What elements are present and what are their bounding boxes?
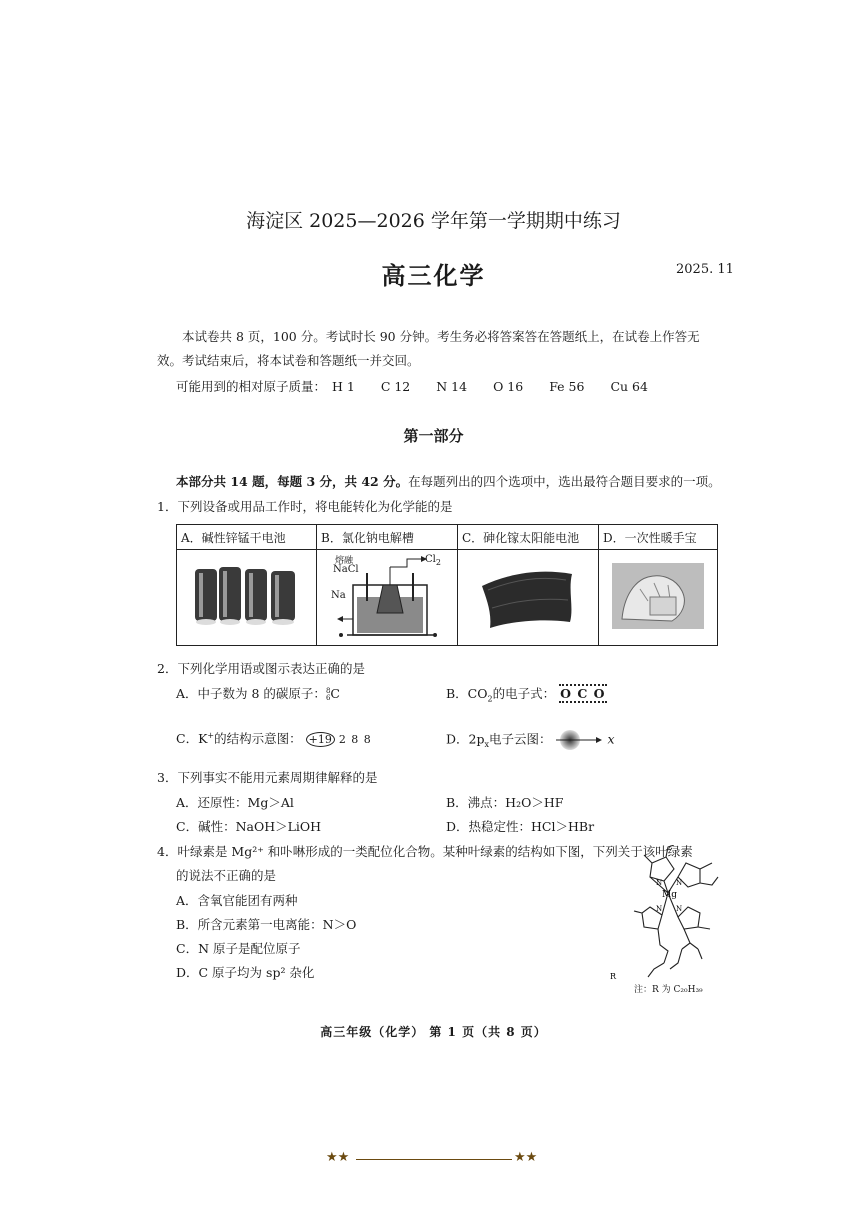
q1-image-solar	[458, 550, 599, 646]
page-footer: 高三年级（化学） 第 1 页（共 8 页）	[320, 1025, 547, 1039]
mol-r-label: R	[610, 972, 617, 981]
mass-fe: Fe 56	[549, 379, 585, 394]
q3-option-b: B．沸点：H₂O＞HF	[446, 795, 564, 810]
q4-stem-2: 的说法不正确的是	[176, 868, 277, 883]
batteries-illustration	[187, 561, 307, 631]
mass-n: N 14	[436, 379, 468, 394]
q4-option-a: A．含氧官能团有两种	[176, 893, 298, 908]
q2-option-a: A．中子数为 8 的碳原子：8 6C	[176, 686, 340, 702]
diagram-label-cl2: $Cl_2$	[425, 554, 441, 567]
diagram-label-molten: 熔融	[335, 556, 354, 566]
q1-option-d: D．一次性暖手宝	[599, 525, 718, 550]
atomic-mass-line	[176, 377, 670, 395]
exam-date: 2025. 11	[676, 262, 734, 277]
mol-n-label-2: N	[676, 879, 683, 887]
k-electron-shells: 2 8 8	[338, 733, 372, 746]
mass-c: C 12	[380, 379, 411, 394]
q3-stem: 3．下列事实不能用元素周期律解释的是	[157, 770, 378, 785]
instruction-text: 在每题列出的四个选项中，选出最符合题目要求的一项。	[408, 474, 721, 489]
instruction-bold: 本部分共 14 题，每题 3 分，共 42 分。	[176, 474, 409, 489]
chlorophyll-structure-diagram	[608, 845, 728, 995]
exam-title: 海淀区 2025—2026 学年第一学期期中练习	[246, 210, 621, 232]
q3-option-d: D．热稳定性：HCl＞HBr	[446, 819, 595, 834]
mass-cu: Cu 64	[610, 379, 648, 394]
deco-line	[356, 1159, 512, 1160]
q1-stem: 1．下列设备或用品工作时，将电能转化为化学能的是	[157, 499, 453, 514]
q2-stem: 2．下列化学用语或图示表达正确的是	[157, 661, 365, 676]
q4-note: 注：R 为 C₂₀H₃₉	[634, 985, 703, 995]
notice-line-2: 效。考试结束后，将本试卷和答题纸一并交回。	[157, 353, 420, 368]
axis-label-x: x	[607, 731, 615, 747]
diagram-label-na: Na	[331, 590, 346, 601]
q4-option-d: D．C 原子均为 sp² 杂化	[176, 965, 315, 980]
q1-option-c: C．砷化镓太阳能电池	[458, 525, 599, 550]
q4-option-b: B．所含元素第一电离能：N＞O	[176, 917, 357, 932]
handwarmer-photo	[610, 561, 706, 631]
q1-option-a: A．碱性锌锰干电池	[177, 525, 317, 550]
deco-stars-left: ★★	[326, 1150, 350, 1165]
mol-mg-label: Mg	[662, 890, 677, 900]
solar-film-illustration	[468, 556, 588, 636]
q4-stem-1: 4．叶绿素是 Mg²⁺ 和卟啉形成的一类配位化合物。某种叶绿素的结构如下图，下列关于该叶绿素	[157, 844, 693, 859]
mass-o: O 16	[493, 379, 524, 394]
exam-subject: 高三化学	[381, 261, 486, 290]
co2-electron-formula: O C O	[560, 686, 606, 701]
mass-h: H 1	[332, 379, 355, 394]
q1-option-b: B．氯化钠电解槽	[317, 525, 458, 550]
q2-option-c: C．K+的结构示意图： +19 2 8 8	[176, 730, 372, 746]
footer-decoration	[326, 1150, 542, 1170]
diagram-label-nacl: NaCl	[333, 564, 359, 575]
q3-option-a: A．还原性：Mg＞Al	[176, 795, 294, 810]
q2-option-d: D．$2p_x$电子云图： x	[446, 729, 615, 751]
q1-image-electrolysis	[317, 550, 458, 646]
part-instruction	[176, 472, 721, 490]
notice-line-1: 本试卷共 8 页，100 分。考试时长 90 分钟。考生务必将答案答在答题纸上，在试卷上作答无	[182, 329, 700, 344]
q1-image-batteries	[177, 550, 317, 646]
q4-option-c: C．N 原子是配位原子	[176, 941, 301, 956]
mol-n-label-3: N	[656, 905, 663, 913]
mass-label: 可能用到的相对原子质量：	[176, 379, 327, 394]
q3-option-c: C．碱性：NaOH＞LiOH	[176, 819, 322, 834]
part-title: 第一部分	[403, 427, 464, 445]
p-orbital-cloud-icon	[556, 729, 604, 751]
mol-n-label-4: N	[676, 905, 683, 913]
mol-n-label-1: N	[656, 879, 663, 887]
q1-image-handwarmer	[599, 550, 718, 646]
q1-options-table	[176, 524, 718, 646]
q2-option-b: B．$CO_2$的电子式： O C O	[446, 686, 606, 704]
deco-stars-right: ★★	[514, 1150, 538, 1165]
k-nucleus: +19	[306, 732, 335, 747]
